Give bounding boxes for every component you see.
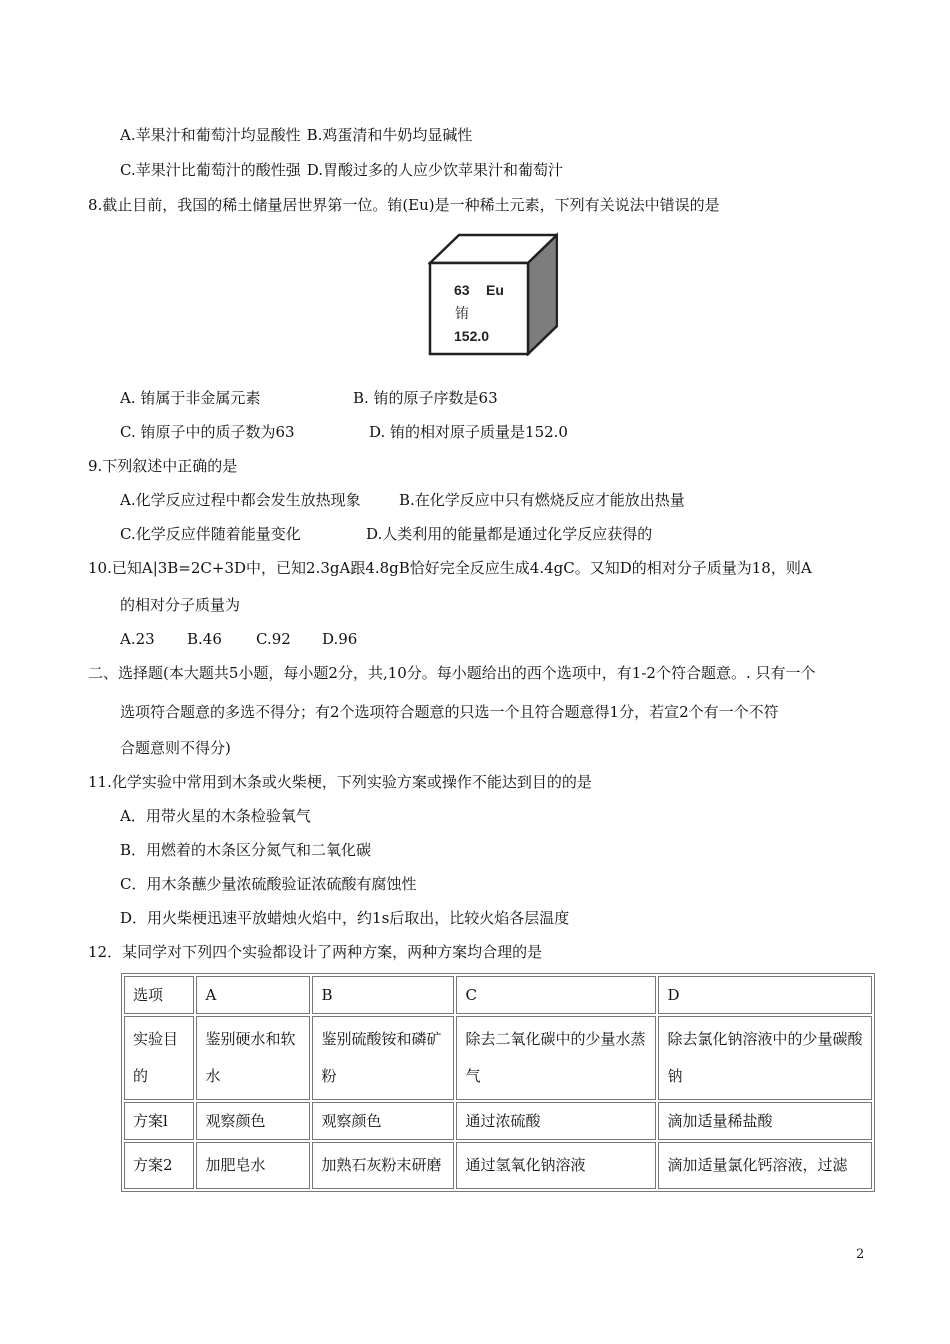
table-row <box>124 1016 872 1100</box>
table-cell: 滴加适量氯化钙溶液，过滤 <box>658 1142 872 1189</box>
q10-stem-line-2: 的相对分子质量为 <box>120 596 241 614</box>
table-cell: 加肥皂水 <box>196 1142 310 1189</box>
q11-stem: 11.化学实验中常用到木条或火柴梗，下列实验方案或操作不能达到目的的是 <box>88 773 592 791</box>
q7-option-c: C.苹果汁比葡萄汁的酸性强 <box>120 161 301 179</box>
table-cell: A <box>196 976 310 1014</box>
q11-option-a: A．用带火星的木条检验氧气 <box>120 807 311 825</box>
q9-option-c: C.化学反应伴随着能量变化 <box>120 525 301 543</box>
q10-option-d: D.96 <box>322 630 358 648</box>
table-cell: 滴加适量稀盐酸 <box>658 1102 872 1140</box>
section-2-instructions-line-2: 选项符合题意的多选不得分；有2个选项符合题意的只选一个且符合题意得1分，若宣2个有一个不符 <box>120 703 779 721</box>
table-cell: B <box>312 976 454 1014</box>
q8-option-b: B. 铕的原子序数是63 <box>353 389 498 407</box>
q7-options-row-1 <box>120 125 472 145</box>
element-symbol: Eu <box>486 282 504 298</box>
q8-option-c: C. 铕原子中的质子数为63 <box>120 423 295 441</box>
table-cell: 鉴别硬水和软水 <box>196 1016 310 1100</box>
q8-stem: 8.截止目前，我国的稀土储量居世界第一位。铕(Eu)是一种稀土元素，下列有关说法中错误的是 <box>88 196 720 214</box>
section-2-instructions-line-3: 合题意则不得分) <box>120 739 231 757</box>
q7-options-row-2 <box>120 160 563 180</box>
q11-option-d: D．用火柴梗迅速平放蜡烛火焰中，约1s后取出，比较火焰各层温度 <box>120 909 570 927</box>
q7-option-a: A.苹果汁和葡萄汁均显酸性 <box>120 126 301 144</box>
table-row <box>124 1142 872 1189</box>
element-atomic-number: 63 <box>454 282 470 298</box>
q10-option-c: C.92 <box>256 630 291 648</box>
europium-element-card-figure <box>428 232 558 356</box>
page-number: 2 <box>856 1247 865 1262</box>
q9-option-d: D.人类利用的能量都是通过化学反应获得的 <box>366 525 653 543</box>
q9-option-a: A.化学反应过程中都会发生放热现象 <box>120 491 361 509</box>
table-cell: 鉴别硫酸铵和磷矿粉 <box>312 1016 454 1100</box>
q11-option-c: C．用木条蘸少量浓硫酸验证浓硫酸有腐蚀性 <box>120 875 417 893</box>
element-name: 铕 <box>455 306 469 322</box>
table-cell: 选项 <box>124 976 194 1014</box>
table-cell: 除去氯化钠溶液中的少量碳酸钠 <box>658 1016 872 1100</box>
q10-option-b: B.46 <box>187 630 222 648</box>
table-cell: 除去二氧化碳中的少量水蒸气 <box>456 1016 656 1100</box>
table-header-row <box>124 976 872 1014</box>
table-cell: 实验目的 <box>124 1016 194 1100</box>
table-cell: 方案2 <box>124 1142 194 1189</box>
q12-experiment-table <box>121 973 875 1192</box>
q10-option-a: A.23 <box>120 630 155 648</box>
table-cell: 加熟石灰粉末研磨 <box>312 1142 454 1189</box>
table-cell: 方案l <box>124 1102 194 1140</box>
table-row <box>124 1102 872 1140</box>
element-atomic-mass: 152.0 <box>454 328 490 344</box>
q9-stem: 9.下列叙述中正确的是 <box>88 457 238 475</box>
table-cell: 通过氢氧化钠溶液 <box>456 1142 656 1189</box>
q9-option-b: B.在化学反应中只有燃烧反应才能放出热量 <box>399 491 685 509</box>
q7-option-d: D.胃酸过多的人应少饮苹果汁和葡萄汁 <box>306 161 563 179</box>
table-cell: C <box>456 976 656 1014</box>
q12-stem: 12．某同学对下列四个实验都设计了两种方案，两种方案均合理的是 <box>88 943 543 961</box>
q8-option-a: A. 铕属于非金属元素 <box>120 389 261 407</box>
section-2-instructions-line-1: 二、选择题(本大题共5小题，每小题2分，共,10分。每小题给出的西个选项中，有1-2个符合题意。. 只有一个 <box>88 664 816 682</box>
table-cell: 观察颜色 <box>312 1102 454 1140</box>
q8-option-d: D. 铕的相对原子质量是152.0 <box>369 423 568 441</box>
q11-option-b: B．用燃着的木条区分氮气和二氧化碳 <box>120 841 372 859</box>
q10-stem-line-1: 10.已知A|3B=2C+3D中，已知2.3gA跟4.8gB恰好完全反应生成4.4gC。又知D的相对分子质量为18，则A <box>88 559 812 577</box>
table-cell: 通过浓硫酸 <box>456 1102 656 1140</box>
q7-option-b: B.鸡蛋清和牛奶均显碱性 <box>306 126 473 144</box>
table-cell: D <box>658 976 872 1014</box>
table-cell: 观察颜色 <box>196 1102 310 1140</box>
